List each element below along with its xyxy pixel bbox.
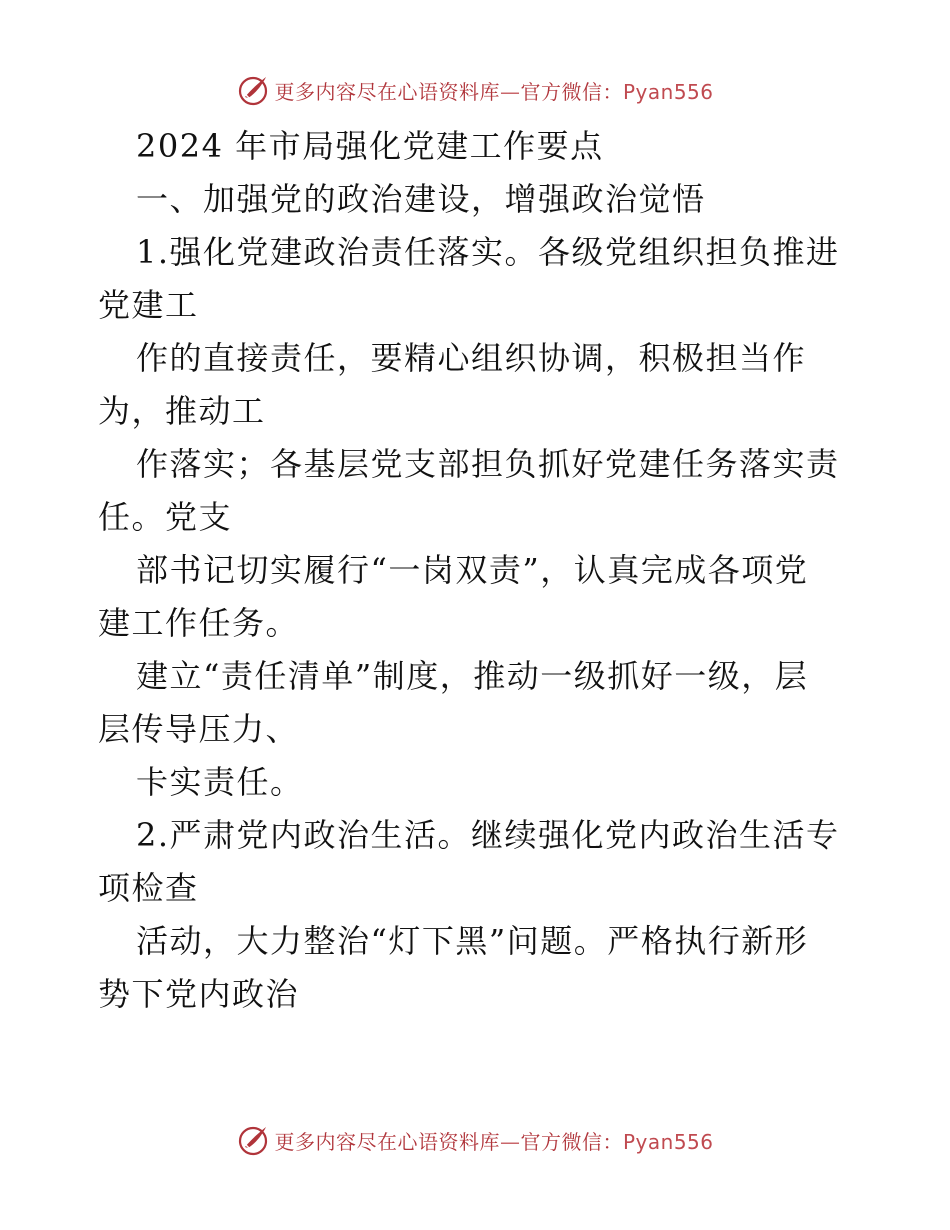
document-body (98, 120, 858, 1021)
text-line: 作的直接责任，要精心组织协调，积极担当作 (136, 339, 807, 377)
text-line: 1.强化党建政治责任落实。各级党组织担负推进 (136, 233, 840, 271)
text-line: 为，推动工 (98, 392, 266, 430)
text-line: 2.严肃党内政治生活。继续强化党内政治生活专 (136, 816, 840, 854)
text-line: 部书记切实履行“一岗双责”，认真完成各项党 (136, 551, 809, 589)
text-line: 一、加强党的政治建设，增强政治觉悟 (136, 180, 706, 218)
text-line: 卡实责任。 (136, 763, 304, 801)
watermark-text: 更多内容尽在心语资料库—官方微信：Pyan556 (274, 1129, 714, 1154)
quill-logo-icon (236, 73, 270, 107)
text-line: 党建工 (98, 286, 199, 324)
footer-watermark (0, 1120, 950, 1160)
text-line: 任。党支 (98, 498, 233, 536)
text-line: 活动，大力整治“灯下黑”问题。严格执行新形 (136, 922, 809, 960)
document-lines (98, 120, 858, 1021)
text-line: 建立“责任清单”制度，推动一级抓好一级，层 (136, 657, 809, 695)
text-line: 势下党内政治 (98, 975, 300, 1013)
text-line: 层传导压力、 (98, 710, 300, 748)
header-watermark (0, 70, 950, 110)
watermark-text: 更多内容尽在心语资料库—官方微信：Pyan556 (274, 79, 714, 104)
text-line: 建工作任务。 (98, 604, 300, 642)
quill-logo-icon (236, 1123, 270, 1157)
text-line: 2024 年市局强化党建工作要点 (136, 127, 604, 165)
text-line: 项检查 (98, 869, 199, 907)
text-line: 作落实；各基层党支部担负抓好党建任务落实责 (136, 445, 840, 483)
